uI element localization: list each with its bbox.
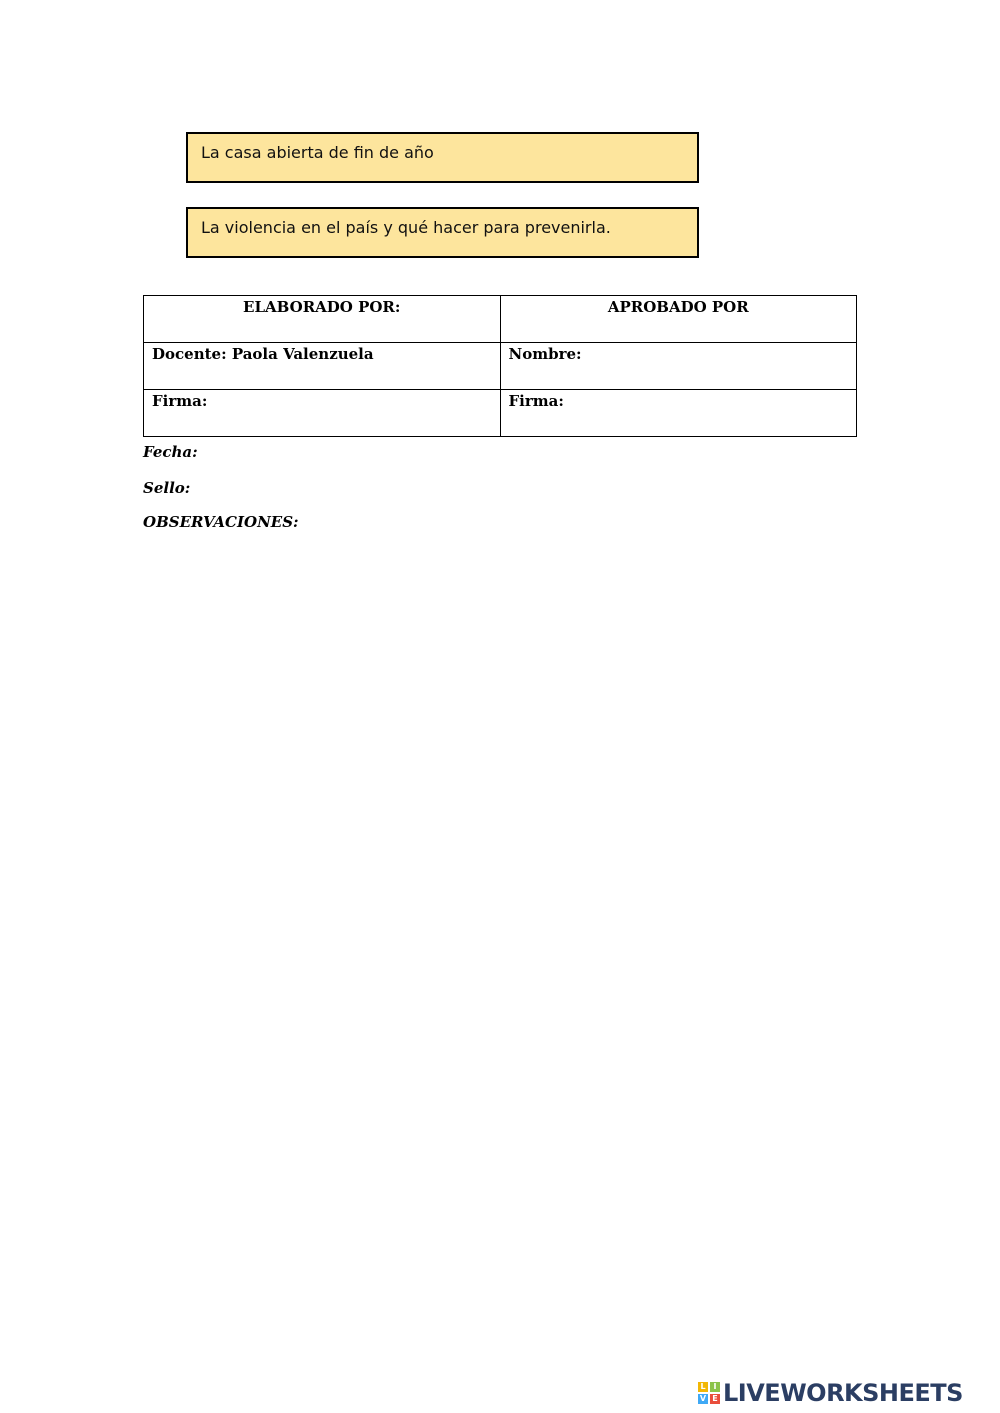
logo-icon: L I V E [698, 1382, 720, 1404]
observaciones-label: OBSERVACIONES: [143, 513, 299, 531]
sello-label: Sello: [143, 479, 191, 497]
signature-table [143, 295, 857, 437]
table-cell: Nombre: [500, 343, 857, 390]
topic-text-1: La casa abierta de fin de año [201, 143, 434, 162]
liveworksheets-logo [698, 1378, 963, 1408]
fecha-label: Fecha: [143, 443, 198, 461]
logo-text: LIVEWORKSHEETS [723, 1379, 963, 1407]
table-cell: Firma: [500, 390, 857, 437]
table-cell: Docente: Paola Valenzuela [144, 343, 501, 390]
table-cell: ELABORADO POR: [144, 296, 501, 343]
table-cell: Firma: [144, 390, 501, 437]
table-cell: APROBADO POR [500, 296, 857, 343]
table-row [144, 390, 857, 437]
topic-text-2: La violencia en el país y qué hacer para prevenirla. [201, 218, 611, 237]
topic-box-2[interactable] [186, 207, 699, 258]
table-row [144, 343, 857, 390]
topic-box-1[interactable] [186, 132, 699, 183]
table-row [144, 296, 857, 343]
